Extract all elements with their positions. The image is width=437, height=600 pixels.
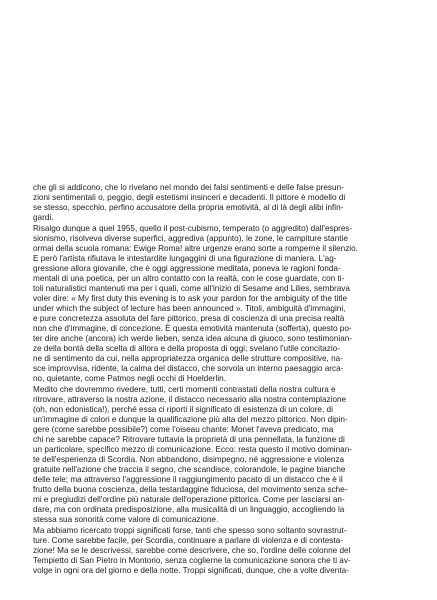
text-line: Ma abbiamo ricercato troppi significati forse, tanti che spesso sono soltanto sovrastrut- — [33, 526, 347, 535]
text-line: sce improvvisa, ridente, la calma del distacco, che sorvola un interno paesaggio arca- — [33, 364, 344, 373]
text-body — [33, 183, 405, 577]
text-line: E però l'artista rifiutava le intestardite lungaggini di una figurazione di maniera. L'ag- — [33, 254, 337, 263]
text-line: (oh, non edonistica!), perché essa ci riporti il significato di esistenza di un colore, di — [33, 405, 333, 414]
text-line: ter dire anche (ancora) ich werde lieben, senza idea alcuna di giuoco, sono testimonian- — [33, 334, 353, 343]
text-line: zioni sentimentali o, peggio, degli estetismi insinceri e decadenti. Il pittore è modello di — [33, 193, 346, 202]
text-line: dare, ma con ordinata predisposizione, alla musicalità di un linguaggio, accogliendo la — [33, 505, 345, 514]
text-line: ne di sentimento da cui, nella appropriatezza organica delle strutture compositive, na- — [33, 354, 343, 363]
text-line: under which the subject of lecture has been announced ». Titoli, ambiguità d'immagini, — [33, 304, 346, 313]
text-line: voler dire: « My first duty this evening is to ask your pardon for the ambiguity of the title — [33, 294, 348, 303]
text-line: volge in ogni ora del giorno e della notte. Troppi significati, dunque, che a volte diventa- — [33, 566, 349, 575]
text-line: Risalgo dunque a quel 1955, quello il post-cubismo, temperato (o aggredito) dall'espres- — [33, 224, 353, 233]
text-line: no, quietante, come Patmos negli occhi di Hoelderlin. — [33, 374, 226, 383]
text-line: sionismo, risolveva diverse superfici, aggrediva (appunto), le zone, le campiture stantie — [33, 234, 348, 243]
text-line: gressione allora giovanile, che è oggi aggressione meditata, poneva le ragioni fonda- — [33, 264, 341, 273]
text-line: toli naturalistici mantenuti ma per i quali, come all'inizio di Sesame and Lilies, sembrava — [33, 284, 350, 293]
paragraph — [33, 224, 405, 384]
text-line: gere (come sarebbe possibile?) come l'oiseau chante: Monet l'aveva predicato, ma — [33, 425, 334, 434]
text-line: ritrovare, attraverso la nostra azione, il distacco necessario alla nostra contemplazione — [33, 395, 347, 404]
paragraph — [33, 385, 405, 525]
text-line: zione! Ma se le descrivessi, sarebbe come descrivere, che so, l'ordine delle colonne del — [33, 546, 351, 555]
text-line: ormai della scuola romana: Ewige Roma! altre urgenze erano sorte a romperne il silenzio. — [33, 244, 358, 253]
text-line: ze della bontà della scelta di allora e della proposta di oggi; svelano l'utile concitazio- — [33, 344, 340, 353]
text-line: Medito che dovremmo rivedere, tutti, certi momenti contrastati della nostra cultura e — [33, 385, 336, 394]
text-line: delle tele; ma attraverso l'aggressione il raggiungimento pacato di un distacco che è il — [33, 475, 343, 484]
text-line: un particolare, specifico mezzo di comunicazione. Ecco: resta questo il motivo dominan- — [33, 445, 353, 454]
text-line: un'immagine di colori e dunque la qualificazione più alta del mezzo pittorico. Non dipin- — [33, 415, 348, 424]
text-line: mentali di una poetica, per un altro contatto con la realtà, con le cose guardate, con ti- — [33, 274, 345, 283]
text-line: frutto della buona coscienza, della testardaggine fiduciosa, del movimento senza sche- — [33, 485, 348, 494]
text-line: ture. Come sarebbe facile, per Scordia, continuare a parlare di violenza e di contesta- — [33, 536, 343, 545]
paragraph — [33, 526, 405, 576]
text-line: gardi. — [33, 213, 54, 222]
text-line: gratuite nell'azione che traccia il segno, che scandisce, colorandole, le pagine bianche — [33, 465, 346, 474]
text-line: mi e pregiudizi dell'ordine più naturale dell'operazione pittorica. Come per lasciarsi an- — [33, 495, 345, 504]
text-line: chi ne sarebbe capace? Ritrovare tuttavia la proprietà di una pennellata, la funzione di — [33, 435, 345, 444]
text-line: non che d'immagine, di concezione. È questa emotività mantenuta (sofferta), questo po- — [33, 324, 352, 333]
text-line: se stesso, specchio, perfino accusatore della propria emotività, al di là degli alibi infin- — [33, 203, 344, 212]
text-line: te dell'esperienza di Scordia. Non abbandono, disimpegno, né aggressione e violenza — [33, 455, 345, 464]
text-line: che gli si addicono, che lo rivelano nel mondo dei falsi sentimenti e delle false presun- — [33, 183, 344, 192]
paragraph — [33, 183, 405, 223]
text-line: Tempietto di San Pietro in Montorio, senza coglierne la comunicazione sonora che ti av- — [33, 556, 351, 565]
text-line: stessa sua sonorità come valore di comunicazione. — [33, 515, 219, 524]
text-line: e pure concretezza assoluta del fare pittorico, presa di coscienza di una precisa realtà — [33, 314, 345, 323]
